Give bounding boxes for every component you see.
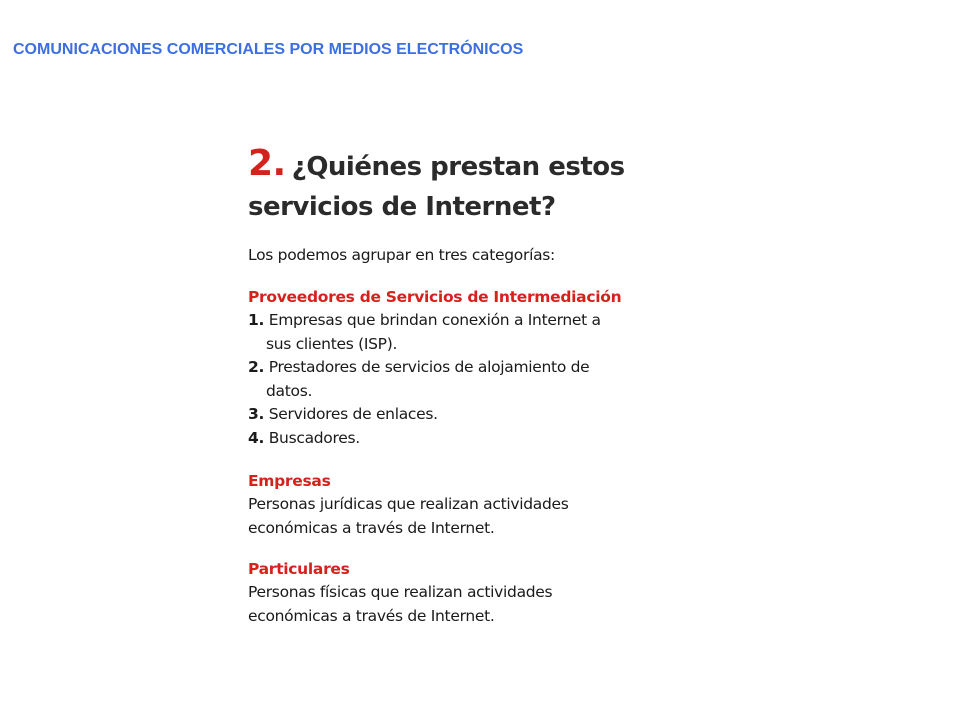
page-title: COMUNICACIONES COMERCIALES POR MEDIOS ELECTRÓNICOS <box>13 41 524 58</box>
list-item-text: Prestadores de servicios de alojamiento de datos. <box>266 358 590 400</box>
section-empresas <box>248 470 648 540</box>
section-title-intermediacion: Proveedores de Servicios de Intermediación <box>248 288 622 306</box>
list-item-text: Empresas que brindan conexión a Internet a sus clientes (ISP). <box>266 311 601 353</box>
heading-text: ¿Quiénes prestan estos servicios de Internet? <box>248 152 625 222</box>
section-title-empresas: Empresas <box>248 472 331 490</box>
list-item-number: 4. <box>248 428 265 447</box>
list-item <box>248 309 626 356</box>
document-heading <box>248 144 648 227</box>
section-text-particulares: Personas físicas que realizan actividades económicas a través de Internet. <box>248 583 553 625</box>
intro-text: Los podemos agrupar en tres categorías: <box>248 246 555 264</box>
section-text-empresas: Personas jurídicas que realizan actividades económicas a través de Internet. <box>248 495 569 537</box>
list-item-number: 2. <box>248 358 265 376</box>
list-item-number: 1. <box>248 311 265 329</box>
list-item-number: 3. <box>248 405 265 423</box>
heading-number: 2. <box>248 143 286 184</box>
section-particulares <box>248 558 648 628</box>
section-title-particulares: Particulares <box>248 560 350 578</box>
list-item <box>248 427 626 451</box>
section-intermediacion <box>248 286 648 450</box>
list-item <box>248 403 626 427</box>
list-item-text: Servidores de enlaces. <box>268 405 438 423</box>
list-item <box>248 356 626 403</box>
list-item-text: Buscadores. <box>268 428 360 447</box>
document-card <box>248 144 648 628</box>
